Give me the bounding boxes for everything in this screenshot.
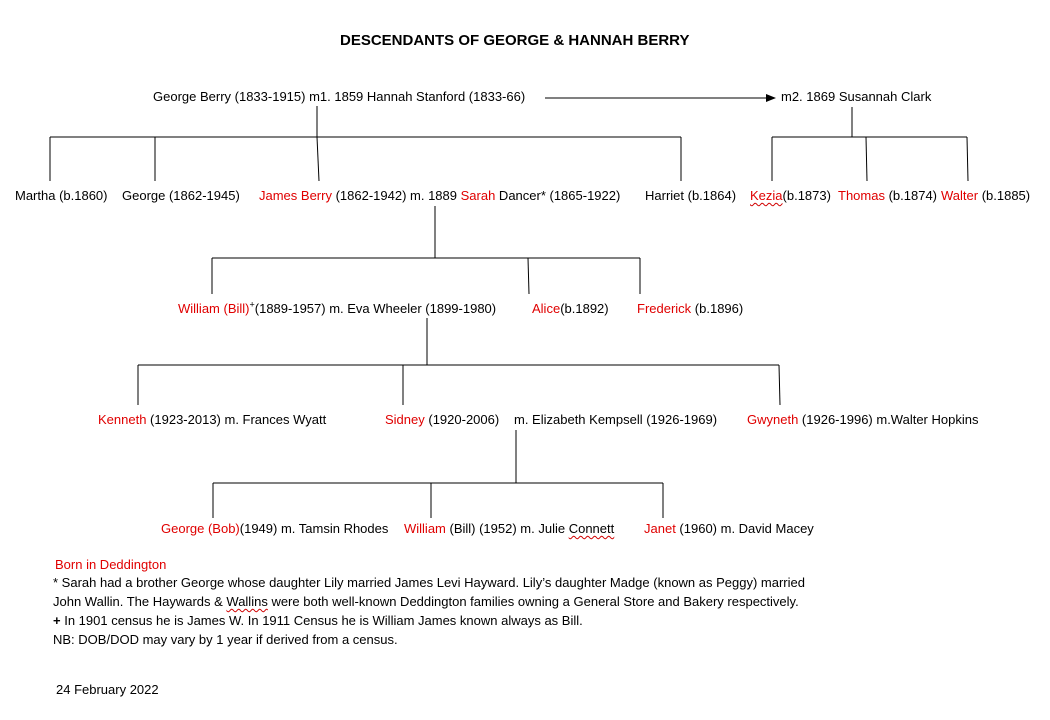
janet-details: (1960) m. David Macey [675,521,814,536]
plus-symbol: + [53,613,61,628]
second-marriage-node: m2. 1869 Susannah Clark [781,89,932,104]
kezia-name: Kezia [750,188,783,203]
thomas-name: Thomas [838,188,885,203]
walter-name: Walter [941,188,979,203]
william-1952-node [404,521,614,537]
walter-node [941,188,1030,204]
thomas-details: (b.1874) [884,188,938,203]
wallins-word: Wallins [226,594,268,609]
sarah-name: Sarah [460,188,496,203]
walter-details: (b.1885) [978,188,1031,203]
note-line-2-a: John Wallin. The Haywards & [53,594,227,609]
gwyneth-name: Gwyneth [747,412,799,427]
sidney-name: Sidney [385,412,425,427]
james-name: James Berry [259,188,332,203]
note-line-2 [53,594,799,610]
janet-node [644,521,814,537]
william-1952-details: (Bill) (1952) m. Julie [445,521,569,536]
note-line-2-b: were both well-known Deddington families owning a General Store and Bakery respectively. [267,594,799,609]
george-bob-node [161,521,388,537]
sidney-node [385,412,499,428]
kenneth-name: Kenneth [98,412,147,427]
kezia-details: (b.1873) [782,188,831,203]
frederick-details: (b.1896) [691,301,744,316]
gwyneth-details: (1926-1996) m.Walter Hopkins [798,412,979,427]
frederick-node [637,301,743,317]
william-1952-name: William [404,521,446,536]
martha-node: Martha (b.1860) [15,188,108,203]
note-line-1: * Sarah had a brother George whose daughter Lily married James Levi Hayward. Lily’s daughter Madge (known as Peggy) married [53,575,805,590]
alice-details: (b.1892) [560,301,609,316]
note-line-3-text: In 1901 census he is James W. In 1911 Census he is William James known always as Bill. [60,613,583,628]
connett-name: Connett [568,521,615,536]
note-line-4: NB: DOB/DOD may vary by 1 year if derived from a census. [53,632,398,647]
kenneth-node [98,412,326,428]
sarah-details: Dancer* (1865-1922) [495,188,621,203]
alice-name: Alice [532,301,561,316]
janet-name: Janet [644,521,676,536]
note-line-3 [53,613,583,629]
george-bob-details: (1949) m. Tamsin Rhodes [239,521,389,536]
william-details: (1889-1957) m. Eva Wheeler (1899-1980) [254,301,497,316]
william-bill-node [178,301,496,317]
thomas-node [838,188,937,204]
plus-marker: + [249,299,255,310]
george-bob-name: George (Bob) [161,521,240,536]
harriet-node: Harriet (b.1864) [645,188,737,203]
born-in-legend: Born in Deddington [55,557,167,572]
james-berry-node [259,188,620,204]
document-date: 24 February 2022 [56,682,159,697]
frederick-name: Frederick [637,301,692,316]
sidney-details: (1920-2006) [424,412,500,427]
arrowhead-icon [766,94,776,102]
alice-node [532,301,609,317]
james-details: (1862-1942) m. 1889 [331,188,461,203]
william-name: William (Bill) [178,301,250,316]
gwyneth-node [747,412,978,428]
kenneth-details: (1923-2013) m. Frances Wyatt [146,412,327,427]
george-node: George (1862-1945) [122,188,240,203]
sidney-spouse: m. Elizabeth Kempsell (1926-1969) [514,412,718,427]
george-berry-node: George Berry (1833-1915) m1. 1859 Hannah Stanford (1833-66) [153,89,526,104]
kezia-node [750,188,831,204]
page-title: DESCENDANTS OF GEORGE & HANNAH BERRY [340,32,690,49]
